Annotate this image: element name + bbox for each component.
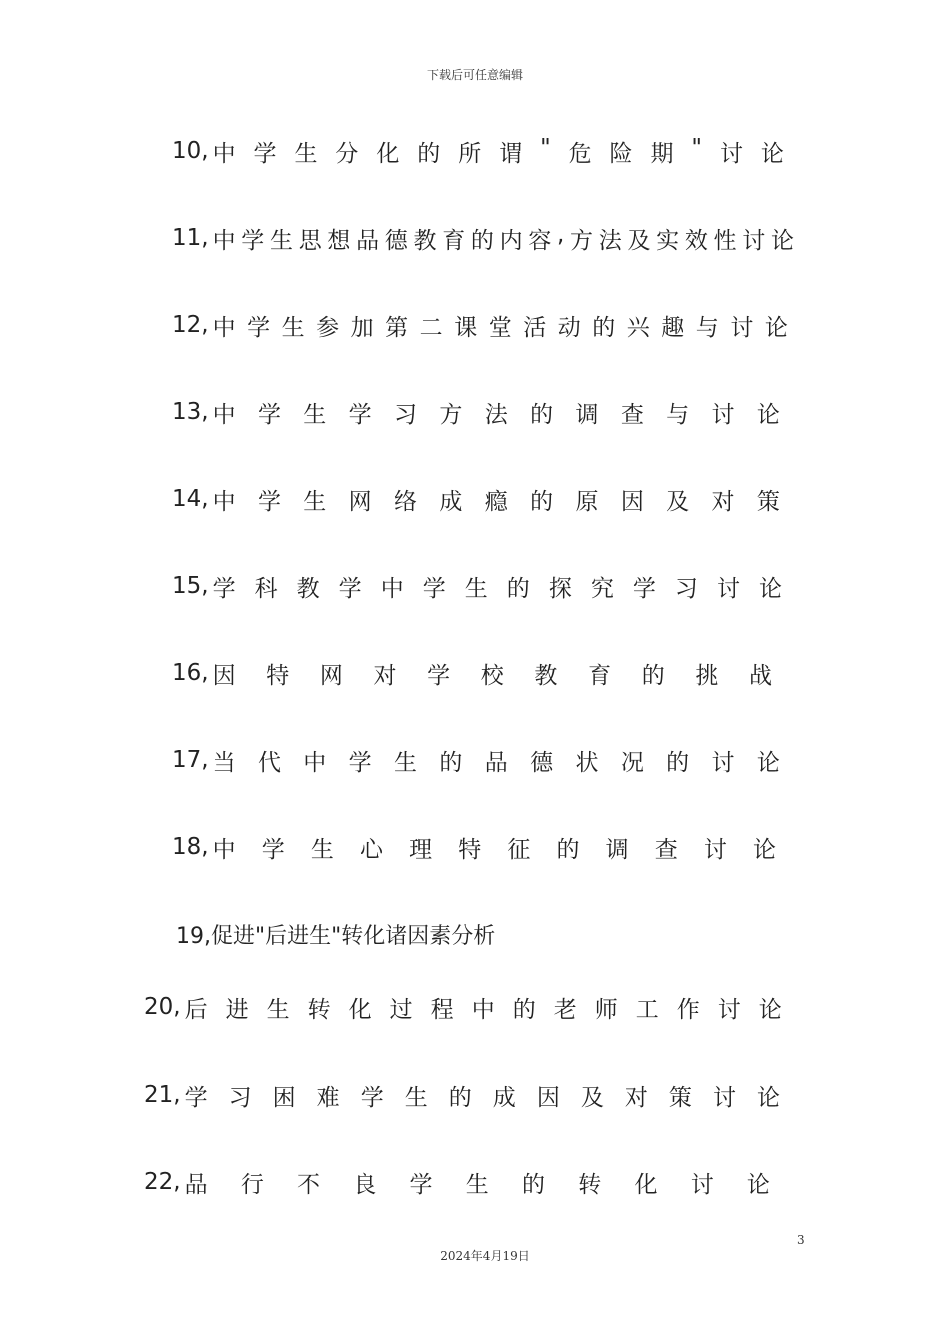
list-item — [144, 990, 782, 1024]
item-number: 17, — [172, 747, 209, 773]
list-item — [172, 221, 794, 255]
item-text: 中 学 生 思 想 品 德 教 育 的 内 容 , 方 法 及 实 效 性 讨 论 — [212, 221, 794, 254]
item-text: 当 代 中 学 生 的 品 德 状 况 的 讨 论 — [212, 749, 780, 776]
list-item — [144, 1078, 780, 1112]
page-number: 3 — [797, 1233, 805, 1247]
list-item — [172, 482, 780, 516]
item-number: 14, — [172, 486, 209, 512]
item-number: 18, — [172, 834, 209, 860]
list-item — [172, 743, 780, 777]
item-number: 20, — [144, 994, 181, 1020]
page-header: 下载后可任意编辑 — [426, 68, 523, 82]
item-text: 中 学 生 参 加 第 二 课 堂 活 动 的 兴 趣 与 讨 论 — [212, 314, 788, 341]
item-number: 11, — [172, 225, 209, 251]
item-number: 21, — [144, 1082, 181, 1108]
list-item — [172, 656, 772, 690]
item-text: 后 进 生 转 化 过 程 中 的 老 师 工 作 讨 论 — [184, 996, 782, 1023]
item-text: 品 行 不 良 学 生 的 转 化 讨 论 — [184, 1171, 770, 1198]
item-text: 学 科 教 学 中 学 生 的 探 究 学 习 讨 论 — [212, 575, 782, 602]
item-text: 中 学 生 心 理 特 征 的 调 查 讨 论 — [212, 836, 776, 863]
item-text: 因 特 网 对 学 校 教 育 的 挑 战 — [212, 662, 772, 689]
item-number: 10, — [172, 138, 209, 164]
item-number: 15, — [172, 573, 209, 599]
item-number: 12, — [172, 312, 209, 338]
item-text: 中 学 生 分 化 的 所 谓 " 危 险 期 " 讨 论 — [212, 134, 784, 167]
item-number: 22, — [144, 1169, 181, 1195]
list-item — [172, 569, 782, 603]
list-item — [144, 1165, 770, 1199]
list-item — [172, 917, 512, 951]
item-number: 16, — [172, 660, 209, 686]
item-text: 中 学 生 学 习 方 法 的 调 查 与 讨 论 — [212, 401, 780, 428]
list-item — [172, 395, 780, 429]
item-text: 中 学 生 网 络 成 瘾 的 原 因 及 对 策 — [212, 488, 780, 515]
list-item — [172, 134, 784, 168]
item-text: 学 习 困 难 学 生 的 成 因 及 对 策 讨 论 — [184, 1084, 780, 1111]
list-item — [172, 830, 776, 864]
item-text: 19,促进"后进生"转化诸因素分析 — [176, 923, 496, 949]
page-footer-date: 2024年4月19日 — [440, 1249, 530, 1263]
list-item — [172, 308, 788, 342]
item-number: 13, — [172, 399, 209, 425]
